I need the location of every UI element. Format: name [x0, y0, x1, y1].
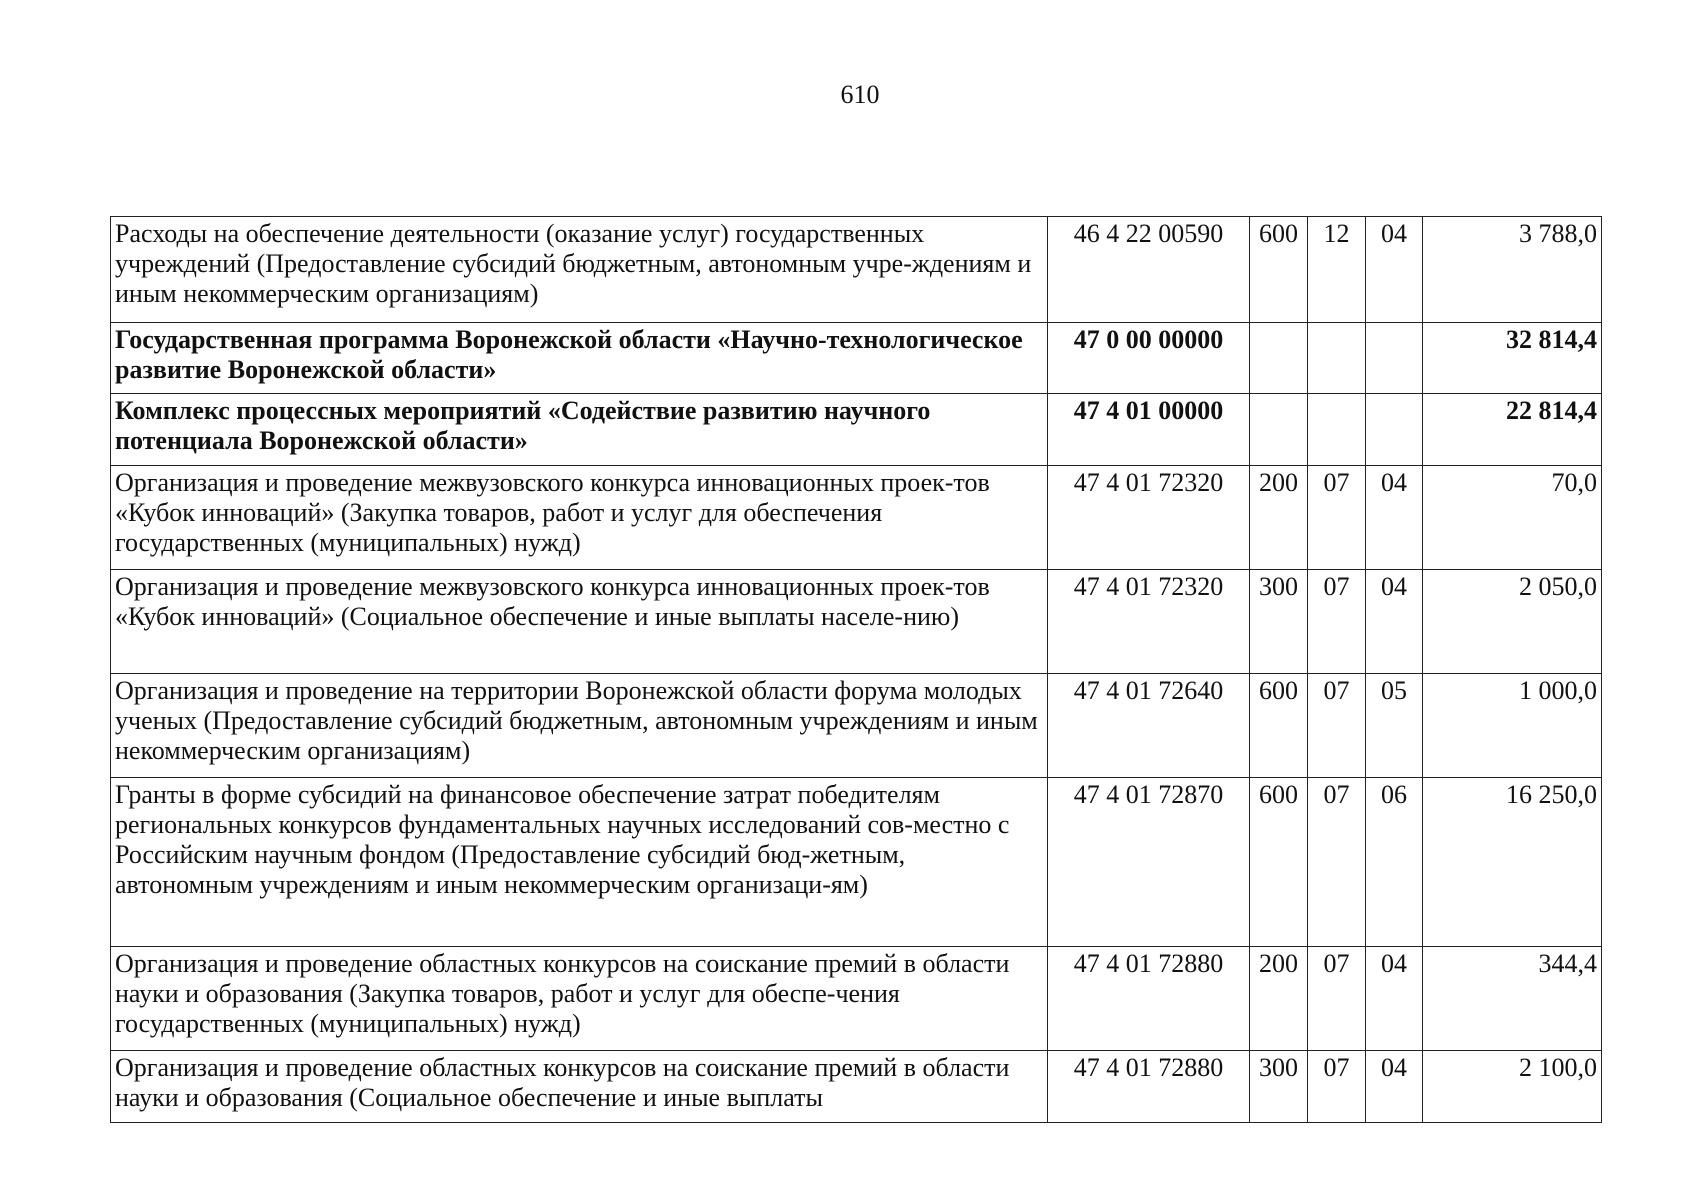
- row-name-cell: Расходы на обеспечение деятельности (оказание услуг) государственных учреждений (Предоставление субсидий бюджетным, автономным учре-ждениям и иным некоммерческим организациям): [111, 217, 1048, 323]
- row-subsection-cell: 06: [1366, 778, 1423, 947]
- table-row: [111, 778, 1602, 947]
- row-name-cell: Организация и проведение на территории Воронежской области форума молодых ученых (Предоставление субсидий бюджетным, автономным учреждениям и иным некоммерческим организациям): [111, 674, 1048, 778]
- row-expense-type-cell: [1250, 394, 1308, 466]
- row-subsection-cell: 04: [1366, 1051, 1423, 1123]
- row-expense-type-cell: 600: [1250, 217, 1308, 323]
- table-row: [111, 570, 1602, 674]
- row-section-cell: 07: [1308, 947, 1366, 1051]
- row-section-cell: [1308, 394, 1366, 466]
- row-code-cell: 47 4 01 72640: [1048, 674, 1250, 778]
- row-sum-cell: 344,4: [1423, 947, 1602, 1051]
- row-section-cell: [1308, 323, 1366, 394]
- row-code-cell: 47 4 01 72880: [1048, 947, 1250, 1051]
- row-name-cell: Гранты в форме субсидий на финансовое обеспечение затрат победителям региональных конкурсов фундаментальных научных исследований сов-местно с Российским научным фондом (Предоставление субсидий бюд-жетным, автономным учреждениям и иным некоммерческим организаци-ям): [111, 778, 1048, 947]
- row-subsection-cell: [1366, 323, 1423, 394]
- row-sum-cell: 3 788,0: [1423, 217, 1602, 323]
- row-section-cell: 07: [1308, 466, 1366, 570]
- table-row: [111, 217, 1602, 323]
- row-name-cell: Организация и проведение межвузовского конкурса инновационных проек-тов «Кубок инноваций» (Социальное обеспечение и иные выплаты населе-нию): [111, 570, 1048, 674]
- row-code-cell: 47 4 01 00000: [1048, 394, 1250, 466]
- table-row: [111, 1051, 1602, 1123]
- row-subsection-cell: 04: [1366, 570, 1423, 674]
- row-subsection-cell: [1366, 394, 1423, 466]
- table-row: [111, 674, 1602, 778]
- page-number: 610: [840, 80, 880, 109]
- row-code-cell: 47 0 00 00000: [1048, 323, 1250, 394]
- row-name-cell: Организация и проведение областных конкурсов на соискание премий в области науки и образования (Закупка товаров, работ и услуг для обеспе-чения государственных (муниципальных) нужд): [111, 947, 1048, 1051]
- row-sum-cell: 2 100,0: [1423, 1051, 1602, 1123]
- row-section-cell: 07: [1308, 570, 1366, 674]
- row-section-cell: 07: [1308, 778, 1366, 947]
- row-sum-cell: 32 814,4: [1423, 323, 1602, 394]
- table-row: [111, 466, 1602, 570]
- row-code-cell: 47 4 01 72320: [1048, 466, 1250, 570]
- row-section-cell: 07: [1308, 674, 1366, 778]
- row-name-cell: Комплекс процессных мероприятий «Содействие развитию научного потенциала Воронежской области»: [111, 394, 1048, 466]
- row-sum-cell: 1 000,0: [1423, 674, 1602, 778]
- row-name-cell: Государственная программа Воронежской области «Научно-технологическое развитие Воронежской области»: [111, 323, 1048, 394]
- row-name-cell: Организация и проведение межвузовского конкурса инновационных проек-тов «Кубок инноваций» (Закупка товаров, работ и услуг для обеспечения государственных (муниципальных) нужд): [111, 466, 1048, 570]
- row-code-cell: 47 4 01 72880: [1048, 1051, 1250, 1123]
- row-expense-type-cell: 200: [1250, 947, 1308, 1051]
- row-sum-cell: 16 250,0: [1423, 778, 1602, 947]
- row-subsection-cell: 04: [1366, 947, 1423, 1051]
- row-subsection-cell: 05: [1366, 674, 1423, 778]
- row-section-cell: 07: [1308, 1051, 1366, 1123]
- row-sum-cell: 22 814,4: [1423, 394, 1602, 466]
- row-code-cell: 46 4 22 00590: [1048, 217, 1250, 323]
- table-row: [111, 323, 1602, 394]
- row-name-cell: Организация и проведение областных конкурсов на соискание премий в области науки и образования (Социальное обеспечение и иные выплаты: [111, 1051, 1048, 1123]
- row-expense-type-cell: [1250, 323, 1308, 394]
- row-sum-cell: 70,0: [1423, 466, 1602, 570]
- row-expense-type-cell: 600: [1250, 674, 1308, 778]
- row-expense-type-cell: 300: [1250, 570, 1308, 674]
- row-code-cell: 47 4 01 72320: [1048, 570, 1250, 674]
- row-expense-type-cell: 300: [1250, 1051, 1308, 1123]
- row-expense-type-cell: 600: [1250, 778, 1308, 947]
- table-row: [111, 947, 1602, 1051]
- row-expense-type-cell: 200: [1250, 466, 1308, 570]
- budget-table: [110, 216, 1602, 1123]
- row-subsection-cell: 04: [1366, 217, 1423, 323]
- row-section-cell: 12: [1308, 217, 1366, 323]
- row-subsection-cell: 04: [1366, 466, 1423, 570]
- row-sum-cell: 2 050,0: [1423, 570, 1602, 674]
- table-row: [111, 394, 1602, 466]
- row-code-cell: 47 4 01 72870: [1048, 778, 1250, 947]
